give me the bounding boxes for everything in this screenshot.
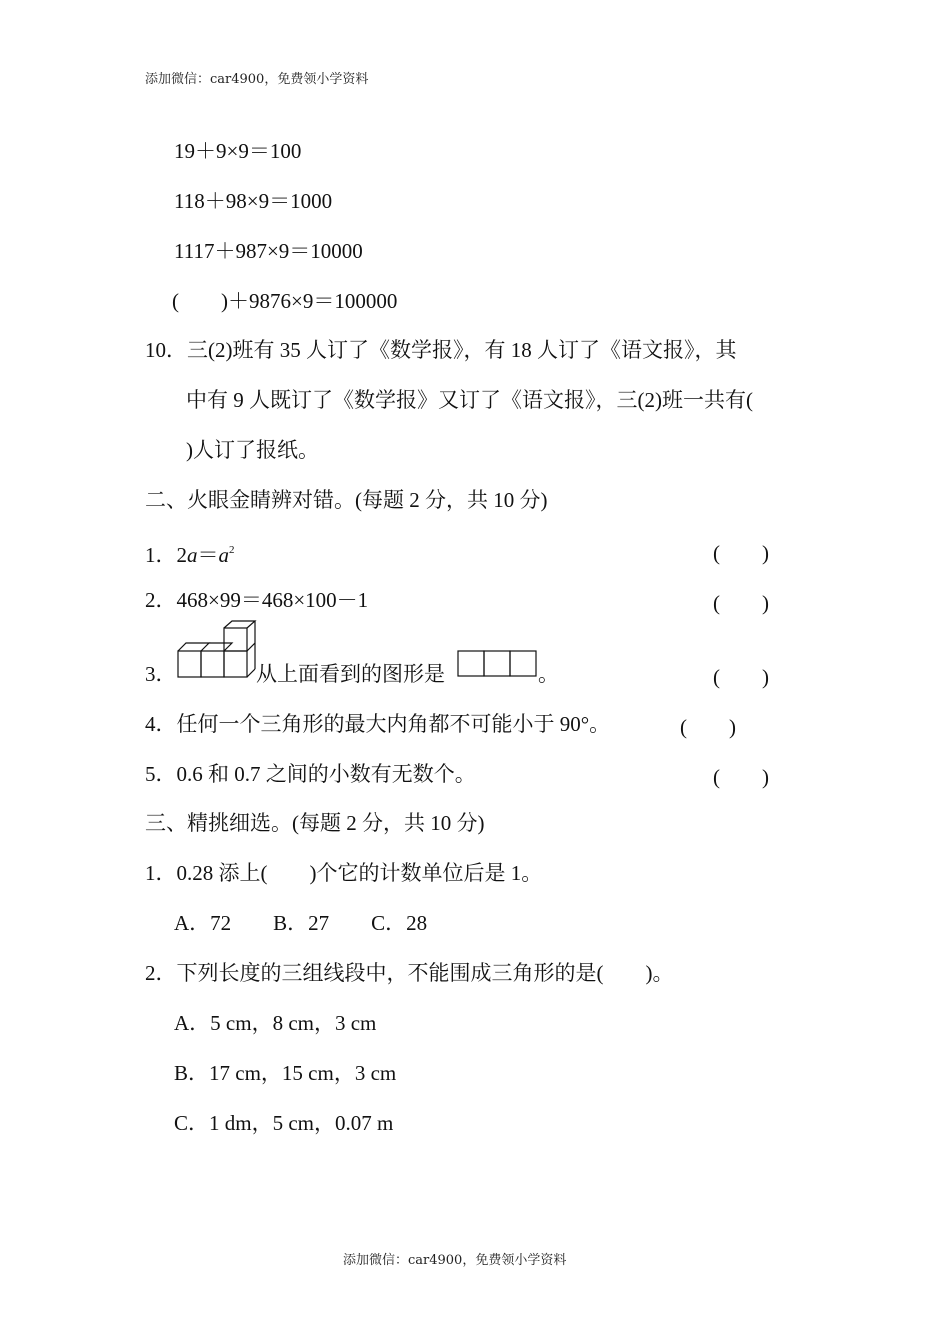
- answer-parentheses[interactable]: ( ): [713, 591, 769, 615]
- choice-option-a: A．5 cm，8 cm，3 cm: [174, 1011, 377, 1035]
- pattern-line-3: 1117＋987×9＝10000: [174, 239, 363, 263]
- question-10-line-3: )人订了报纸。: [186, 438, 319, 462]
- choice-question-1: 1．0.28 添上( )个它的计数单位后是 1。: [145, 861, 543, 885]
- section-3-title: 三、精挑细选。(每题 2 分，共 10 分): [145, 811, 485, 835]
- pattern-line-1: 19＋9×9＝100: [174, 139, 302, 163]
- choice-question-2: 2．下列长度的三组线段中，不能围成三角形的是( )。: [145, 961, 674, 985]
- judge-item-3-end: 。: [538, 662, 559, 686]
- page-header-note: 添加微信：car4900，免费领小学资料: [145, 72, 369, 87]
- question-10-line-2: 中有 9 人既订了《数学报》又订了《语文报》，三(2)班一共有(: [186, 388, 753, 412]
- judge-item-3-text: 从上面看到的图形是: [256, 662, 445, 686]
- pattern-line-4: ( )＋9876×9＝100000: [172, 289, 398, 313]
- judge-item-5: 5．0.6 和 0.7 之间的小数有无数个。: [145, 762, 476, 786]
- cube-stack-figure: [176, 620, 258, 680]
- answer-parentheses[interactable]: ( ): [713, 665, 769, 689]
- section-2-title: 二、火眼金睛辨对错。(每题 2 分，共 10 分): [145, 488, 548, 512]
- answer-parentheses[interactable]: ( ): [680, 715, 736, 739]
- judge-item-1: 1．$2a=a^2$: [145, 543, 235, 567]
- answer-parentheses[interactable]: ( ): [713, 765, 769, 789]
- judge-item-4: 4．任何一个三角形的最大内角都不可能小于 90°。: [145, 712, 611, 736]
- judge-item-2: 2．468×99＝468×100－1: [145, 588, 369, 612]
- choice-option-b: B．17 cm，15 cm，3 cm: [174, 1061, 397, 1085]
- page-footer-note: 添加微信：car4900，免费领小学资料: [343, 1253, 567, 1268]
- choice-question-1-options: A．72 B．27 C．28: [174, 911, 428, 935]
- pattern-line-2: 118＋98×9＝1000: [174, 189, 333, 213]
- judge-item-3-number: 3．: [145, 662, 177, 686]
- answer-parentheses[interactable]: ( ): [713, 541, 769, 565]
- top-view-figure: [457, 650, 539, 678]
- question-10-line-1: 10．三(2)班有 35 人订了《数学报》，有 18 人订了《语文报》，其: [145, 338, 737, 362]
- choice-option-c: C．1 dm，5 cm，0.07 m: [174, 1111, 394, 1135]
